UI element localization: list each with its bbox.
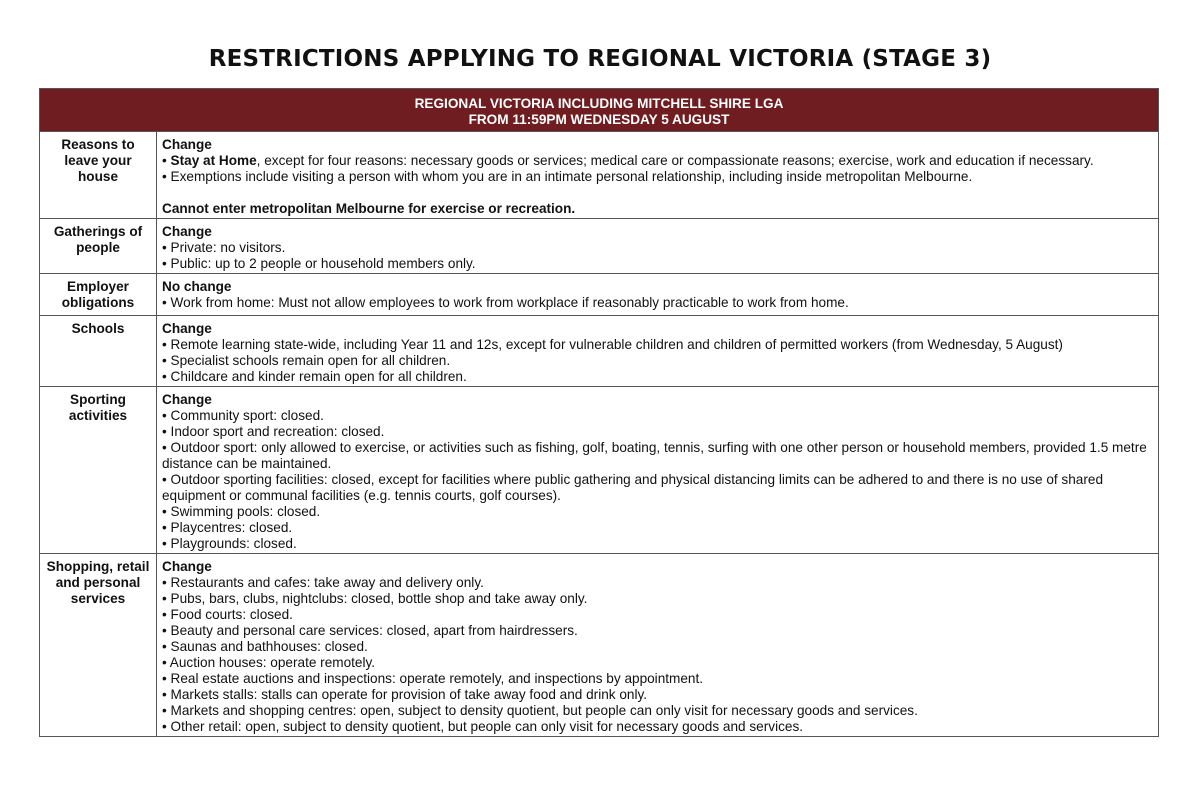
bullet-icon: • [162, 671, 171, 686]
change-status-label: Change [162, 559, 212, 574]
table-row [40, 219, 1159, 274]
table-row [40, 316, 1159, 387]
category-cell: Reasons to leave your house [40, 132, 157, 219]
bullet-icon: • [162, 408, 171, 423]
bullet-icon: • [162, 687, 171, 702]
restriction-bullet [162, 337, 1152, 353]
bullet-icon: • [162, 295, 171, 310]
restriction-bullet [162, 655, 1152, 671]
bullet-text: Markets and shopping centres: open, subject to density quotient, but people can only visit for necessary goods and services. [170, 703, 918, 718]
bullet-icon: • [162, 440, 171, 455]
restriction-bullet [162, 687, 1152, 703]
restriction-details-cell [157, 316, 1159, 387]
bullet-icon: • [162, 655, 170, 670]
restriction-bullet [162, 440, 1152, 472]
bullet-text: Specialist schools remain open for all children. [170, 353, 451, 368]
restriction-bullet [162, 408, 1152, 424]
bullet-icon: • [162, 256, 171, 271]
bullet-icon: • [162, 575, 171, 590]
bullet-icon: • [162, 719, 171, 734]
bullet-text: Food courts: closed. [170, 607, 293, 622]
category-cell: Schools [40, 316, 157, 387]
table-row [40, 387, 1159, 554]
bullet-icon: • [162, 353, 171, 368]
restriction-bullet [162, 536, 1152, 552]
bullet-text: Auction houses: operate remotely. [169, 655, 376, 670]
bullet-text: , except for four reasons: necessary goods or services; medical care or compassionate reasons; exercise, work and education if necessary. [256, 153, 1094, 168]
bullet-text: Remote learning state-wide, including Year 11 and 12s, except for vulnerable children and children of permitted workers (from Wednesday, 5 August) [170, 337, 1063, 352]
change-status-label: Change [162, 137, 212, 152]
restriction-bullet [162, 472, 1152, 504]
bullet-text: Playcentres: closed. [170, 520, 293, 535]
restriction-bullet [162, 719, 1152, 735]
bullet-text: Swimming pools: closed. [170, 504, 321, 519]
bullet-text: Private: no visitors. [170, 240, 286, 255]
bullet-text: Beauty and personal care services: closed, apart from hairdressers. [170, 623, 578, 638]
restriction-bullet [162, 703, 1152, 719]
bullet-text: Restaurants and cafes: take away and delivery only. [170, 575, 484, 590]
restriction-bullet [162, 256, 1152, 272]
restriction-bullet [162, 369, 1152, 385]
bullet-icon: • [162, 536, 171, 551]
restriction-bullet [162, 607, 1152, 623]
bullet-icon: • [162, 623, 171, 638]
table-row [40, 554, 1159, 737]
restriction-details-cell [157, 219, 1159, 274]
restriction-details-cell [157, 387, 1159, 554]
restriction-bullet [162, 520, 1152, 536]
header-line-region: REGIONAL VICTORIA INCLUDING MITCHELL SHIRE LGA [414, 96, 784, 111]
restriction-bullet [162, 424, 1152, 440]
restriction-bullet [162, 153, 1152, 169]
restriction-bullet [162, 504, 1152, 520]
restriction-details-cell [157, 554, 1159, 737]
bullet-icon: • [162, 169, 171, 184]
bullet-text: Playgrounds: closed. [170, 536, 297, 551]
table-header-row [40, 89, 1159, 132]
bullet-text: Other retail: open, subject to density quotient, but people can only visit for necessary goods and services. [170, 719, 804, 734]
table-row [40, 132, 1159, 219]
restriction-note: Cannot enter metropolitan Melbourne for exercise or recreation. [162, 201, 576, 216]
restriction-bullet [162, 591, 1152, 607]
bullet-icon: • [162, 369, 171, 384]
category-cell: Sporting activities [40, 387, 157, 554]
header-line-date: FROM 11:59PM WEDNESDAY 5 AUGUST [468, 112, 730, 127]
category-cell: Employer obligations [40, 274, 157, 316]
bullet-text: Community sport: closed. [170, 408, 324, 423]
restriction-bullet [162, 575, 1152, 591]
bullet-icon: • [162, 591, 171, 606]
bullet-text: Saunas and bathhouses: closed. [170, 639, 368, 654]
restriction-bullet [162, 240, 1152, 256]
bullet-text: Work from home: Must not allow employees to work from workplace if reasonably practicable to work from home. [170, 295, 849, 310]
change-status-label: Change [162, 321, 212, 336]
restriction-bullet [162, 353, 1152, 369]
bullet-icon: • [162, 520, 171, 535]
change-status-label: Change [162, 224, 212, 239]
table-header [40, 89, 1159, 132]
bullet-icon: • [162, 337, 171, 352]
restrictions-table [39, 88, 1159, 737]
bullet-text: Outdoor sport: only allowed to exercise, or activities such as fishing, golf, boating, tennis, surfing with one other person or household members, provided 1.5 metre distance can be maintained. [162, 440, 1147, 471]
bullet-icon: • [162, 424, 171, 439]
restriction-details-cell [157, 274, 1159, 316]
change-status-label: Change [162, 392, 212, 407]
change-status-label: No change [162, 279, 232, 294]
bullet-emphasis: Stay at Home [170, 153, 257, 168]
bullet-icon: • [162, 639, 171, 654]
bullet-icon: • [162, 703, 171, 718]
table-row [40, 274, 1159, 316]
bullet-icon: • [162, 240, 171, 255]
category-cell: Gatherings of people [40, 219, 157, 274]
bullet-icon: • [162, 504, 171, 519]
restriction-details-cell [157, 132, 1159, 219]
bullet-text: Exemptions include visiting a person with whom you are in an intimate personal relationship, including inside metropolitan Melbourne. [170, 169, 973, 184]
bullet-icon: • [162, 472, 171, 487]
bullet-text: Outdoor sporting facilities: closed, except for facilities where public gathering and physical distancing limits can be adhered to and there is no use of shared equipment or communal facilities (e.g. tennis courts, golf courses). [162, 472, 1103, 503]
bullet-text: Public: up to 2 people or household members only. [170, 256, 476, 271]
restrictions-table-body [40, 89, 1159, 737]
restriction-bullet [162, 169, 1152, 185]
page-title: RESTRICTIONS APPLYING TO REGIONAL VICTORIA (STAGE 3) [208, 46, 992, 72]
bullet-text: Real estate auctions and inspections: operate remotely, and inspections by appointment. [170, 671, 704, 686]
restriction-bullet [162, 623, 1152, 639]
bullet-text: Pubs, bars, clubs, nightclubs: closed, bottle shop and take away only. [170, 591, 588, 606]
bullet-text: Childcare and kinder remain open for all children. [170, 369, 467, 384]
restriction-bullet [162, 639, 1152, 655]
bullet-text: Markets stalls: stalls can operate for provision of take away food and drink only. [170, 687, 648, 702]
bullet-icon: • [162, 153, 171, 168]
bullet-icon: • [162, 607, 171, 622]
category-cell: Shopping, retail and personal services [40, 554, 157, 737]
restriction-bullet [162, 295, 1152, 311]
restriction-bullet [162, 671, 1152, 687]
bullet-text: Indoor sport and recreation: closed. [170, 424, 385, 439]
